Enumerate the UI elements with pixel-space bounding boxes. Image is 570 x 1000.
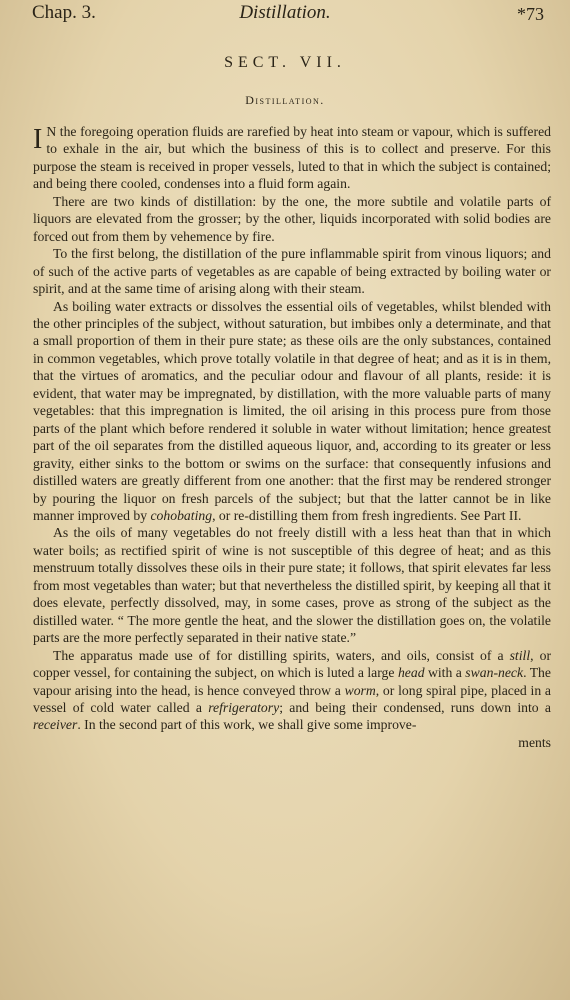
paragraph: There are two kinds of distillation: by the one, the more subtile and volatile parts of liquors are elevated from the grosser; by the other, liquids incorporated with solid bodies are forced out from them by vehemence by fire. bbox=[33, 193, 551, 244]
italic-term: head bbox=[397, 665, 425, 681]
paragraph-text: , or copper vessel, for containing the subject, on which is luted a large bbox=[33, 647, 551, 681]
paragraph-text: N the foregoing operation fluids are rarefied by heat into steam or vapour, which is suffered to exhale in the air, but which the business of this is to collect and preserve. For this purpose the steam is received in proper vessels, luted to that in which the subject is contained; and being there cooled, condenses into a fluid form again. bbox=[33, 124, 551, 192]
paragraph bbox=[33, 298, 551, 525]
section-subheading: Distillation. bbox=[245, 93, 325, 107]
section-title: SECT. VII. bbox=[224, 54, 346, 71]
paragraph-text: , or re-distilling them from fresh ingredients. See Part II. bbox=[212, 507, 522, 523]
italic-term: worm bbox=[344, 682, 376, 698]
paragraph-text: , or long spiral pipe, placed in a vessel of cold water called a bbox=[33, 682, 552, 715]
paragraph-text: ; and being their condensed, runs down into a bbox=[279, 699, 551, 715]
paragraph-text: . The vapour arising into the head, is hence conveyed throw a bbox=[33, 665, 551, 698]
paragraph: To the first belong, the distillation of the pure inflammable spirit from vinous liquors; and of such of the active parts of vegetables as are capable of being extracted by boiling water or spirit, and at the same time of arising along with their steam. bbox=[33, 246, 551, 297]
italic-term: refrigeratory bbox=[208, 699, 280, 715]
italic-term: receiver bbox=[33, 717, 78, 733]
italic-term: still bbox=[509, 647, 531, 663]
paragraph-text: As boiling water extracts or dissolves the essential oils of vegetables, whilst blended with the other principles of the subject, without saturation, but imbibes only a determinate, and that a small proportion of them in their pure state; as these oils are the only substances, contained in common vegetables, which prove totally volatile in that degree of heat; and as it is in them, that the virtues of aromatics, and the peculiar odour and flavour of all plants, reside: it is evident, that water may be impregnated, by distillation, with the more valuable parts of many vegetables: that this impregnation is limited, the oil arising in this process pure from those parts of the plant which before rendered it soluble in water without limitation; hence greatest part of the oil separates from the distilled aqueous liquor, and, according to its greater or less gravity, either sinks to the bottom or swims on the surface: that consequently infusions and distilled waters are greatly different from one another: that the first may be rendered stronger by pouring the liquor on fresh parcels of the subject; but that the latter cannot be in like manner improved by bbox=[33, 298, 551, 523]
paragraph-text: with a bbox=[424, 665, 466, 681]
paragraph bbox=[33, 123, 551, 193]
italic-term: swan-neck bbox=[465, 665, 524, 681]
paragraph: As the oils of many vegetables do not freely distill with a less heat than that in which water boils; as rectified spirit of wine is not susceptible of this degree of heat; and as this menstruum totally dissolves these oils in their pure state; it follows, that spirit elevates far less from most vegetables than water; but that nevertheless the distilled spirit, by keeping all that it does elevate, perfectly dissolved, may, in some cases, prove as strong of the subject as the distilled water. “ The more gentle the heat, and the slower the distillation goes on, the volatile parts are the more perfectly separated in their native state.” bbox=[33, 525, 551, 646]
paragraph-text: . In the second part of this work, we shall give some improve- bbox=[77, 717, 417, 733]
chapter-label: Chap. 3. bbox=[32, 2, 96, 23]
catchword: ments bbox=[518, 734, 551, 750]
page-number: *73 bbox=[517, 4, 544, 24]
running-header bbox=[0, 0, 570, 30]
drop-cap: I bbox=[33, 124, 43, 155]
running-title: Distillation. bbox=[239, 2, 331, 23]
paragraph-text: The apparatus made use of for distilling spirits, waters, and oils, consist of a bbox=[53, 647, 510, 663]
italic-term: cohobating bbox=[150, 507, 213, 523]
paragraph bbox=[33, 647, 551, 734]
body-text bbox=[33, 123, 551, 751]
